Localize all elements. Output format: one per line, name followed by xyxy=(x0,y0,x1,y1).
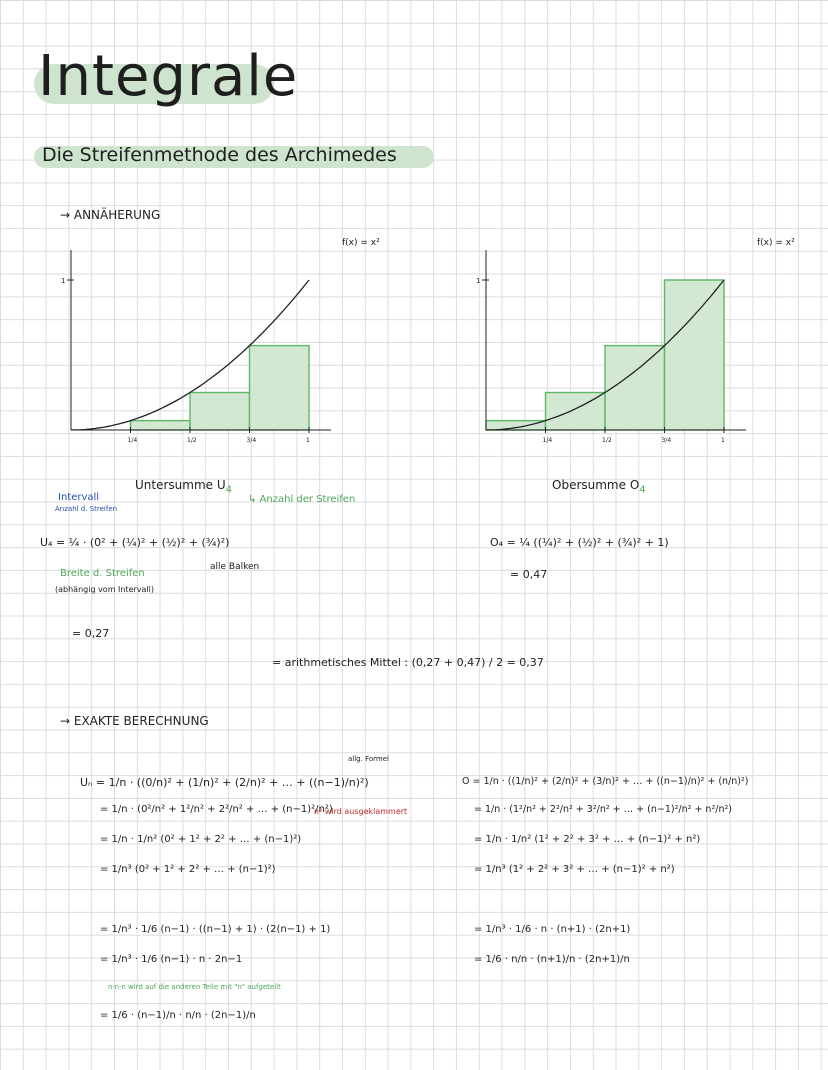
x-tick-label: 1/4 xyxy=(542,437,553,444)
annotation-allg-formel: allg. Formel xyxy=(348,755,389,763)
section-heading-exact: → EXAKTE BERECHNUNG xyxy=(60,714,209,728)
x-tick-label: 1/4 xyxy=(127,437,138,444)
bar-0 xyxy=(486,421,546,430)
formula-arithmetisches-mittel: = arithmetisches Mittel : (0,27 + 0,47) / 2 = 0,37 xyxy=(272,656,544,669)
page-title: Integrale xyxy=(38,44,299,109)
on-line-3: = 1/n · 1/n² (1² + 2² + 3² + … + (n−1)² + n²) xyxy=(474,834,701,845)
bar-3 xyxy=(250,346,310,430)
annotation-abhaengig: (abhängig vom Intervall) xyxy=(55,585,155,594)
un-line-7: = 1/6 · (n−1)/n · n/n · (2n−1)/n xyxy=(100,1010,256,1021)
o4-result: = 0,47 xyxy=(510,568,548,581)
annotation-alle-balken: alle Balken xyxy=(210,562,260,572)
u4-result: = 0,27 xyxy=(72,627,110,640)
on-line-5: = 1/n³ · 1/6 · n · (n+1) · (2n+1) xyxy=(474,924,631,935)
annotation-intervall: Intervall xyxy=(58,492,100,503)
on-line-2: = 1/n · (1²/n² + 2²/n² + 3²/n² + … + (n−1)²/n² + n²/n²) xyxy=(474,804,732,815)
un-line-4: = 1/n³ (0² + 1² + 2² + … + (n−1)²) xyxy=(100,864,276,875)
x-tick-label: 1 xyxy=(306,437,310,444)
un-line-1: Uₙ = 1/n · ((0/n)² + (1/n)² + (2/n)² + … + ((n−1)/n)²) xyxy=(80,776,369,789)
on-line-6: = 1/6 · n/n · (n+1)/n · (2n+1)/n xyxy=(474,954,630,965)
y-tick-label: 1 xyxy=(476,277,481,285)
subtitle: Die Streifenmethode des Archimedes xyxy=(42,144,397,166)
caption-obersumme xyxy=(552,478,646,495)
annotation-anzahl: ↳ Anzahl der Streifen xyxy=(248,494,356,505)
y-tick-label: 1 xyxy=(61,277,66,285)
formula-o4: O₄ = ¼ ((¼)² + (½)² + (¾)² + 1) xyxy=(490,536,669,549)
annotation-nnn: n·n·n wird auf die anderen Teile mit "n" aufgeteilt xyxy=(108,983,281,991)
x-tick-label: 1/2 xyxy=(602,437,612,444)
on-line-1: O = 1/n · ((1/n)² + (2/n)² + (3/n)² + … + ((n−1)/n)² + (n/n)²) xyxy=(462,776,749,787)
un-line-5: = 1/n³ · 1/6 (n−1) · ((n−1) + 1) · (2(n−1) + 1) xyxy=(100,924,331,935)
caption-obersumme-sub: 4 xyxy=(639,484,646,496)
bar-3 xyxy=(665,280,725,430)
un-line-2: = 1/n · (0²/n² + 1²/n² + 2²/n² + … + (n−1)²/n²) xyxy=(100,804,333,815)
annotation-anzahl-streifen: Anzahl d. Streifen xyxy=(55,505,118,513)
x-tick-label: 3/4 xyxy=(661,437,672,444)
chart-obersumme xyxy=(470,230,820,450)
caption-untersumme-text: Untersumme U xyxy=(135,478,226,492)
bar-2 xyxy=(190,393,250,431)
annotation-breite: Breite d. Streifen xyxy=(60,568,145,579)
bar-2 xyxy=(605,346,665,430)
function-label-right: f(x) = x² xyxy=(757,238,795,248)
un-line-6: = 1/n³ · 1/6 (n−1) · n · 2n−1 xyxy=(100,954,243,965)
chart-untersumme xyxy=(55,230,395,450)
caption-obersumme-text: Obersumme O xyxy=(552,478,640,492)
annotation-n2: n² wird ausgeklammert xyxy=(314,807,408,816)
function-label-left: f(x) = x² xyxy=(342,238,380,248)
x-tick-label: 3/4 xyxy=(246,437,257,444)
section-heading-approx: → ANNÄHERUNG xyxy=(60,208,161,222)
caption-untersumme-sub: 4 xyxy=(225,484,233,496)
x-tick-label: 1 xyxy=(721,437,725,444)
un-line-3: = 1/n · 1/n² (0² + 1² + 2² + … + (n−1)²) xyxy=(100,834,302,845)
x-tick-label: 1/2 xyxy=(187,437,197,444)
formula-u4: U₄ = ¼ · (0² + (¼)² + (½)² + (¾)²) xyxy=(40,536,230,549)
bar-1 xyxy=(131,421,191,430)
on-line-4: = 1/n³ (1² + 2² + 3² + … + (n−1)² + n²) xyxy=(474,864,675,875)
caption-untersumme xyxy=(135,478,232,495)
